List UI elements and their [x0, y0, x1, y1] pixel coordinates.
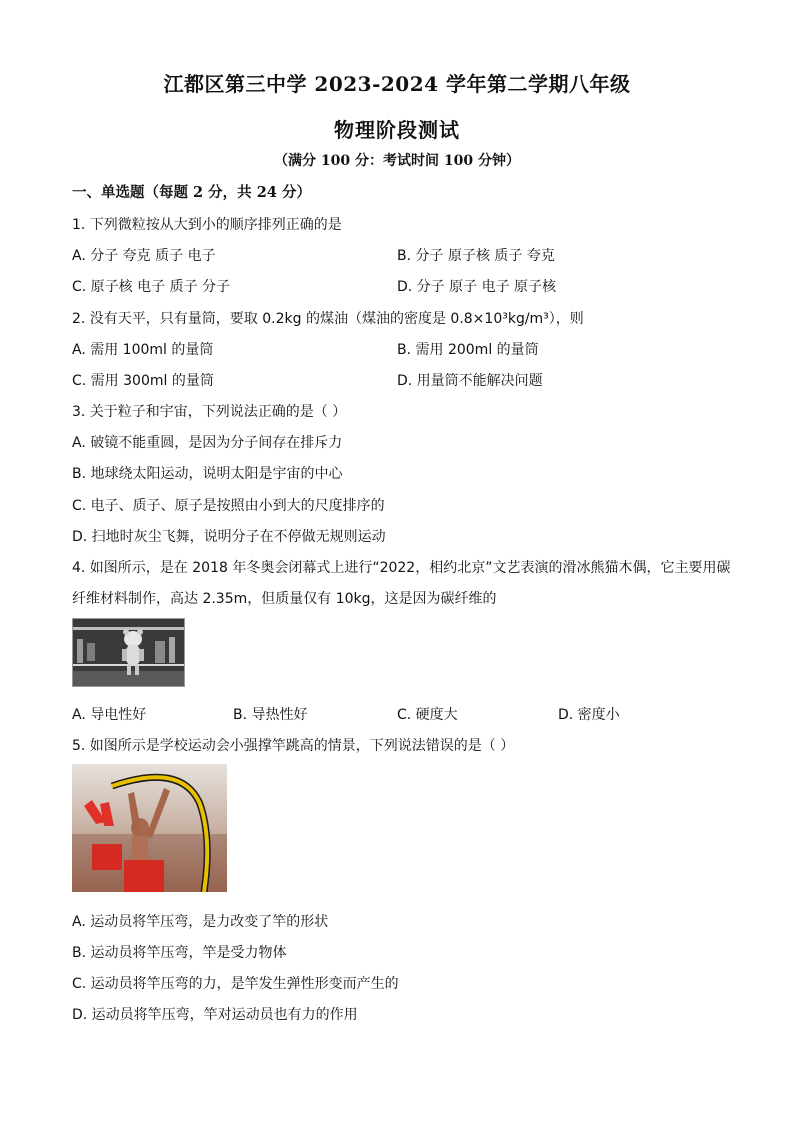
question-1-option-c: C. 原子核 电子 质子 分子 — [72, 279, 231, 295]
question-5-option-d: D. 运动员将竿压弯，竿对运动员也有力的作用 — [72, 1007, 358, 1023]
pole-vault-image — [72, 764, 227, 892]
question-4-figure-panda-puppet — [72, 618, 185, 687]
question-2-option-d: D. 用量筒不能解决问题 — [397, 373, 543, 389]
question-2-option-a: A. 需用 100ml 的量筒 — [72, 342, 214, 358]
question-4-option-a: A. 导电性好 — [72, 707, 147, 723]
section-heading-single-choice: 一、单选题（每题 2 分，共 24 分） — [72, 184, 311, 201]
question-5-figure-pole-vault — [72, 764, 227, 892]
panda-puppet-image — [73, 619, 184, 686]
exam-title-line2: 物理阶段测试 — [334, 118, 460, 142]
question-5-stem: 5. 如图所示是学校运动会小强撑竿跳高的情景，下列说法错误的是（ ） — [72, 738, 515, 754]
question-3-option-d: D. 扫地时灰尘飞舞，说明分子在不停做无规则运动 — [72, 529, 386, 545]
question-5-option-b: B. 运动员将竿压弯，竿是受力物体 — [72, 945, 287, 961]
question-4-option-b: B. 导热性好 — [233, 707, 308, 723]
question-3-option-c: C. 电子、质子、原子是按照由小到大的尺度排序的 — [72, 498, 385, 514]
question-1-option-a: A. 分子 夸克 质子 电子 — [72, 248, 216, 264]
question-5-option-a: A. 运动员将竿压弯，是力改变了竿的形状 — [72, 914, 329, 930]
question-2-option-b: B. 需用 200ml 的量筒 — [397, 342, 539, 358]
question-5-option-c: C. 运动员将竿压弯的力，是竿发生弹性形变而产生的 — [72, 976, 399, 992]
exam-title-line1: 江都区第三中学 2023-2024 学年第二学期八年级 — [163, 72, 631, 96]
question-2-stem: 2. 没有天平，只有量筒，要取 0.2kg 的煤油（煤油的密度是 0.8×10³kg/m³），则 — [72, 311, 584, 327]
question-4-option-c: C. 硬度大 — [397, 707, 458, 723]
question-3-stem: 3. 关于粒子和宇宙，下列说法正确的是（ ） — [72, 404, 347, 420]
question-3-option-b: B. 地球绕太阳运动，说明太阳是宇宙的中心 — [72, 466, 343, 482]
question-4-option-d: D. 密度小 — [558, 707, 620, 723]
question-2-option-c: C. 需用 300ml 的量筒 — [72, 373, 214, 389]
question-1-stem: 1. 下列微粒按从大到小的顺序排列正确的是 — [72, 217, 342, 233]
question-1-option-b: B. 分子 原子核 质子 夸克 — [397, 248, 555, 264]
exam-subtitle: （满分 100 分：考试时间 100 分钟） — [274, 153, 520, 169]
question-3-option-a: A. 破镜不能重圆，是因为分子间存在排斥力 — [72, 435, 343, 451]
question-4-stem-line2: 纤维材料制作，高达 2.35m，但质量仅有 10kg，这是因为碳纤维的 — [72, 591, 497, 607]
question-1-option-d: D. 分子 原子 电子 原子核 — [397, 279, 557, 295]
question-4-stem-line1: 4. 如图所示，是在 2018 年冬奥会闭幕式上进行“2022，相约北京”文艺表演的滑冰熊猫木偶，它主要用碳 — [72, 560, 731, 576]
